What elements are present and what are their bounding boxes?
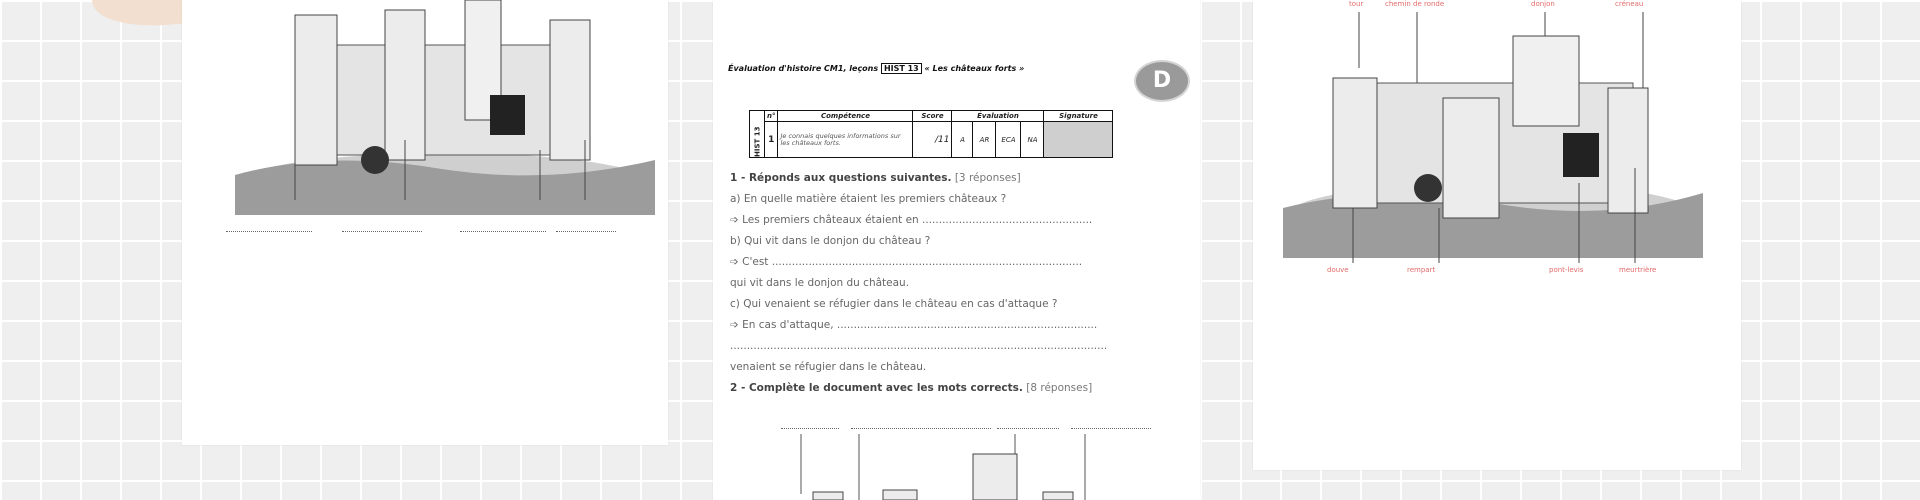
castle-illustration-right	[1283, 8, 1703, 263]
row-skill: Je connais quelques informations sur les châteaux forts.	[778, 122, 913, 158]
question-c: c) Qui venaient se réfugier dans le château en cas d'attaque ?	[730, 298, 1058, 310]
title-suffix: « Les châteaux forts »	[924, 64, 1025, 73]
label-tour: tour	[1349, 0, 1364, 8]
answer-key-page	[1253, 0, 1741, 470]
row-number: 1	[765, 122, 778, 158]
worksheet-title	[728, 64, 1024, 73]
evaluation-table	[749, 110, 1113, 158]
header-skill: Compétence	[778, 111, 913, 122]
q1-note: [3 réponses]	[954, 172, 1021, 184]
question-c-continuation: venaient se réfugier dans le château.	[730, 361, 927, 373]
grade-ar[interactable]: AR	[973, 122, 996, 158]
grade-a[interactable]: A	[952, 122, 973, 158]
header-signature: Signature	[1044, 111, 1113, 122]
castle-illustration-left	[202, 0, 688, 215]
label-pont-levis: pont-levis	[1549, 266, 1584, 274]
lesson-code: HIST 13	[881, 63, 922, 74]
answer-blank[interactable]	[342, 231, 422, 232]
header-number: n°	[765, 111, 778, 122]
evaluation-worksheet	[713, 0, 1200, 500]
left-worksheet-page	[182, 0, 668, 445]
answer-blank[interactable]	[851, 428, 991, 429]
answer-line-a[interactable]: ➩ Les premiers châteaux étaient en ...................................................	[730, 214, 1093, 226]
level-badge: D	[1134, 60, 1190, 102]
question-2-heading	[730, 382, 1092, 394]
answer-line-b[interactable]: ➩ C'est .............................................................................................	[730, 256, 1083, 268]
label-donjon: donjon	[1531, 0, 1555, 8]
answer-blank[interactable]	[1071, 428, 1151, 429]
label-douve: douve	[1327, 266, 1349, 274]
question-a: a) En quelle matière étaient les premiers châteaux ?	[730, 193, 1007, 205]
label-chemin-de-ronde: chemin de ronde	[1385, 0, 1445, 8]
header-score: Score	[913, 111, 952, 122]
question-1-heading	[730, 172, 1021, 184]
question-b: b) Qui vit dans le donjon du château ?	[730, 235, 931, 247]
q2-title: 2 - Complète le document avec les mots corrects.	[730, 382, 1023, 394]
grade-eca[interactable]: ECA	[996, 122, 1021, 158]
q2-note: [8 réponses]	[1026, 382, 1093, 394]
answer-blank[interactable]	[997, 428, 1059, 429]
answer-blank[interactable]	[781, 428, 839, 429]
q1-title: 1 - Réponds aux questions suivantes.	[730, 172, 952, 184]
label-rempart: rempart	[1407, 266, 1436, 274]
header-evaluation: Évaluation	[952, 111, 1044, 122]
answer-blank[interactable]	[556, 231, 616, 232]
answer-line-c-extra[interactable]: .................................................................................................................	[730, 340, 1108, 352]
answer-blank[interactable]	[460, 231, 546, 232]
label-meurtriere: meurtrière	[1619, 266, 1657, 274]
grade-na[interactable]: NA	[1021, 122, 1044, 158]
answer-line-c[interactable]: ➩ En cas d'attaque, ..............................................................................	[730, 319, 1098, 331]
answer-blank[interactable]	[226, 231, 312, 232]
title-prefix: Évaluation d'histoire CM1, leçons	[728, 64, 879, 73]
label-creneau: créneau	[1615, 0, 1644, 8]
row-score: /11	[913, 122, 952, 158]
question-b-continuation: qui vit dans le donjon du château.	[730, 277, 910, 289]
signature-cell[interactable]	[1044, 122, 1113, 158]
table-side-label: HIST 13	[750, 111, 765, 158]
castle-illustration-center	[773, 434, 1133, 500]
